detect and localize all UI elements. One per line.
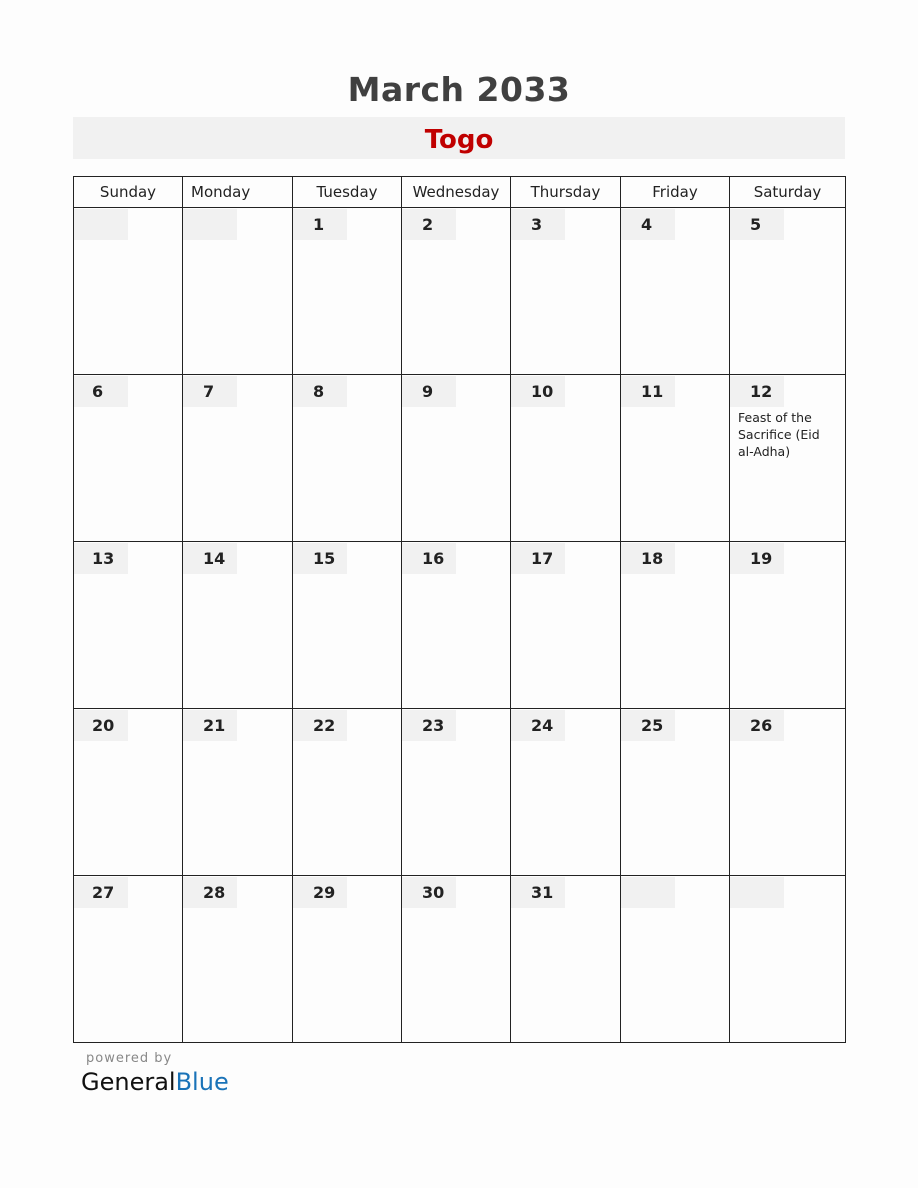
- day-number: 24: [511, 710, 565, 741]
- day-cell[interactable]: [621, 208, 730, 375]
- day-cell[interactable]: [621, 876, 730, 1043]
- day-cell[interactable]: [293, 542, 402, 709]
- weekday-thursday: Thursday: [511, 177, 621, 208]
- day-number: 31: [511, 877, 565, 908]
- day-cell[interactable]: [730, 208, 846, 375]
- day-number: 28: [183, 877, 237, 908]
- week-row: [74, 208, 846, 375]
- day-number: 19: [730, 543, 784, 574]
- day-number: 25: [621, 710, 675, 741]
- holiday-event: Feast of the Sacrifice (Eid al-Adha): [738, 410, 820, 459]
- brand-general: General: [81, 1068, 176, 1096]
- day-number: 1: [293, 209, 347, 240]
- day-number: 2: [402, 209, 456, 240]
- day-cell[interactable]: [730, 876, 846, 1043]
- calendar-grid: [73, 176, 846, 1043]
- country-banner: [73, 117, 845, 159]
- day-cell[interactable]: [74, 709, 183, 876]
- weekday-tuesday: Tuesday: [293, 177, 402, 208]
- day-cell[interactable]: [621, 542, 730, 709]
- powered-by-label: powered by: [86, 1051, 173, 1066]
- day-cell[interactable]: [74, 208, 183, 375]
- day-cell[interactable]: [74, 876, 183, 1043]
- day-cell[interactable]: [293, 709, 402, 876]
- page-title: March 2033: [347, 70, 571, 109]
- day-cell[interactable]: [402, 375, 511, 542]
- day-number: 14: [183, 543, 237, 574]
- day-number: [74, 209, 128, 240]
- day-number: 5: [730, 209, 784, 240]
- day-cell[interactable]: [183, 375, 293, 542]
- day-cell[interactable]: [293, 375, 402, 542]
- brand-blue: Blue: [175, 1068, 229, 1096]
- day-cell[interactable]: [183, 208, 293, 375]
- day-number: 10: [511, 376, 565, 407]
- day-number: 12: [730, 376, 784, 407]
- week-row: [74, 709, 846, 876]
- weekday-saturday: Saturday: [730, 177, 846, 208]
- weekday-sunday: Sunday: [74, 177, 183, 208]
- day-cell[interactable]: [730, 709, 846, 876]
- day-cell[interactable]: [511, 876, 621, 1043]
- day-number: 27: [74, 877, 128, 908]
- day-number: 26: [730, 710, 784, 741]
- day-number: 21: [183, 710, 237, 741]
- day-cell[interactable]: [74, 375, 183, 542]
- day-cell[interactable]: [402, 876, 511, 1043]
- weekday-friday: Friday: [621, 177, 730, 208]
- weekday-monday: Monday: [183, 177, 293, 208]
- day-number: 6: [74, 376, 128, 407]
- day-number: [183, 209, 237, 240]
- day-number: 22: [293, 710, 347, 741]
- day-cell[interactable]: [621, 709, 730, 876]
- day-number: 7: [183, 376, 237, 407]
- day-cell[interactable]: [293, 208, 402, 375]
- day-number: 4: [621, 209, 675, 240]
- week-row: [74, 542, 846, 709]
- day-cell[interactable]: [74, 542, 183, 709]
- day-cell[interactable]: [402, 208, 511, 375]
- day-number: 13: [74, 543, 128, 574]
- day-cell[interactable]: [511, 709, 621, 876]
- day-cell[interactable]: [730, 375, 846, 542]
- country-name: Togo: [424, 125, 494, 155]
- day-cell[interactable]: [402, 709, 511, 876]
- day-cell[interactable]: [730, 542, 846, 709]
- day-cell[interactable]: [621, 375, 730, 542]
- weekday-wednesday: Wednesday: [402, 177, 511, 208]
- day-number: 8: [293, 376, 347, 407]
- day-number: 11: [621, 376, 675, 407]
- generalblue-logo[interactable]: [81, 1068, 229, 1096]
- day-number: 18: [621, 543, 675, 574]
- day-number: 15: [293, 543, 347, 574]
- day-number: 29: [293, 877, 347, 908]
- day-number: 17: [511, 543, 565, 574]
- day-number: 20: [74, 710, 128, 741]
- day-number: 23: [402, 710, 456, 741]
- day-number: 30: [402, 877, 456, 908]
- day-cell[interactable]: [183, 542, 293, 709]
- day-cell[interactable]: [183, 709, 293, 876]
- day-cell[interactable]: [511, 375, 621, 542]
- day-number: 3: [511, 209, 565, 240]
- week-row: [74, 876, 846, 1043]
- day-cell[interactable]: [511, 542, 621, 709]
- day-number: 16: [402, 543, 456, 574]
- weekday-header-row: [74, 177, 846, 208]
- day-number: [621, 877, 675, 908]
- day-number: [730, 877, 784, 908]
- day-cell[interactable]: [511, 208, 621, 375]
- day-number: 9: [402, 376, 456, 407]
- day-cell[interactable]: [293, 876, 402, 1043]
- week-row: [74, 375, 846, 542]
- day-cell[interactable]: [183, 876, 293, 1043]
- day-cell[interactable]: [402, 542, 511, 709]
